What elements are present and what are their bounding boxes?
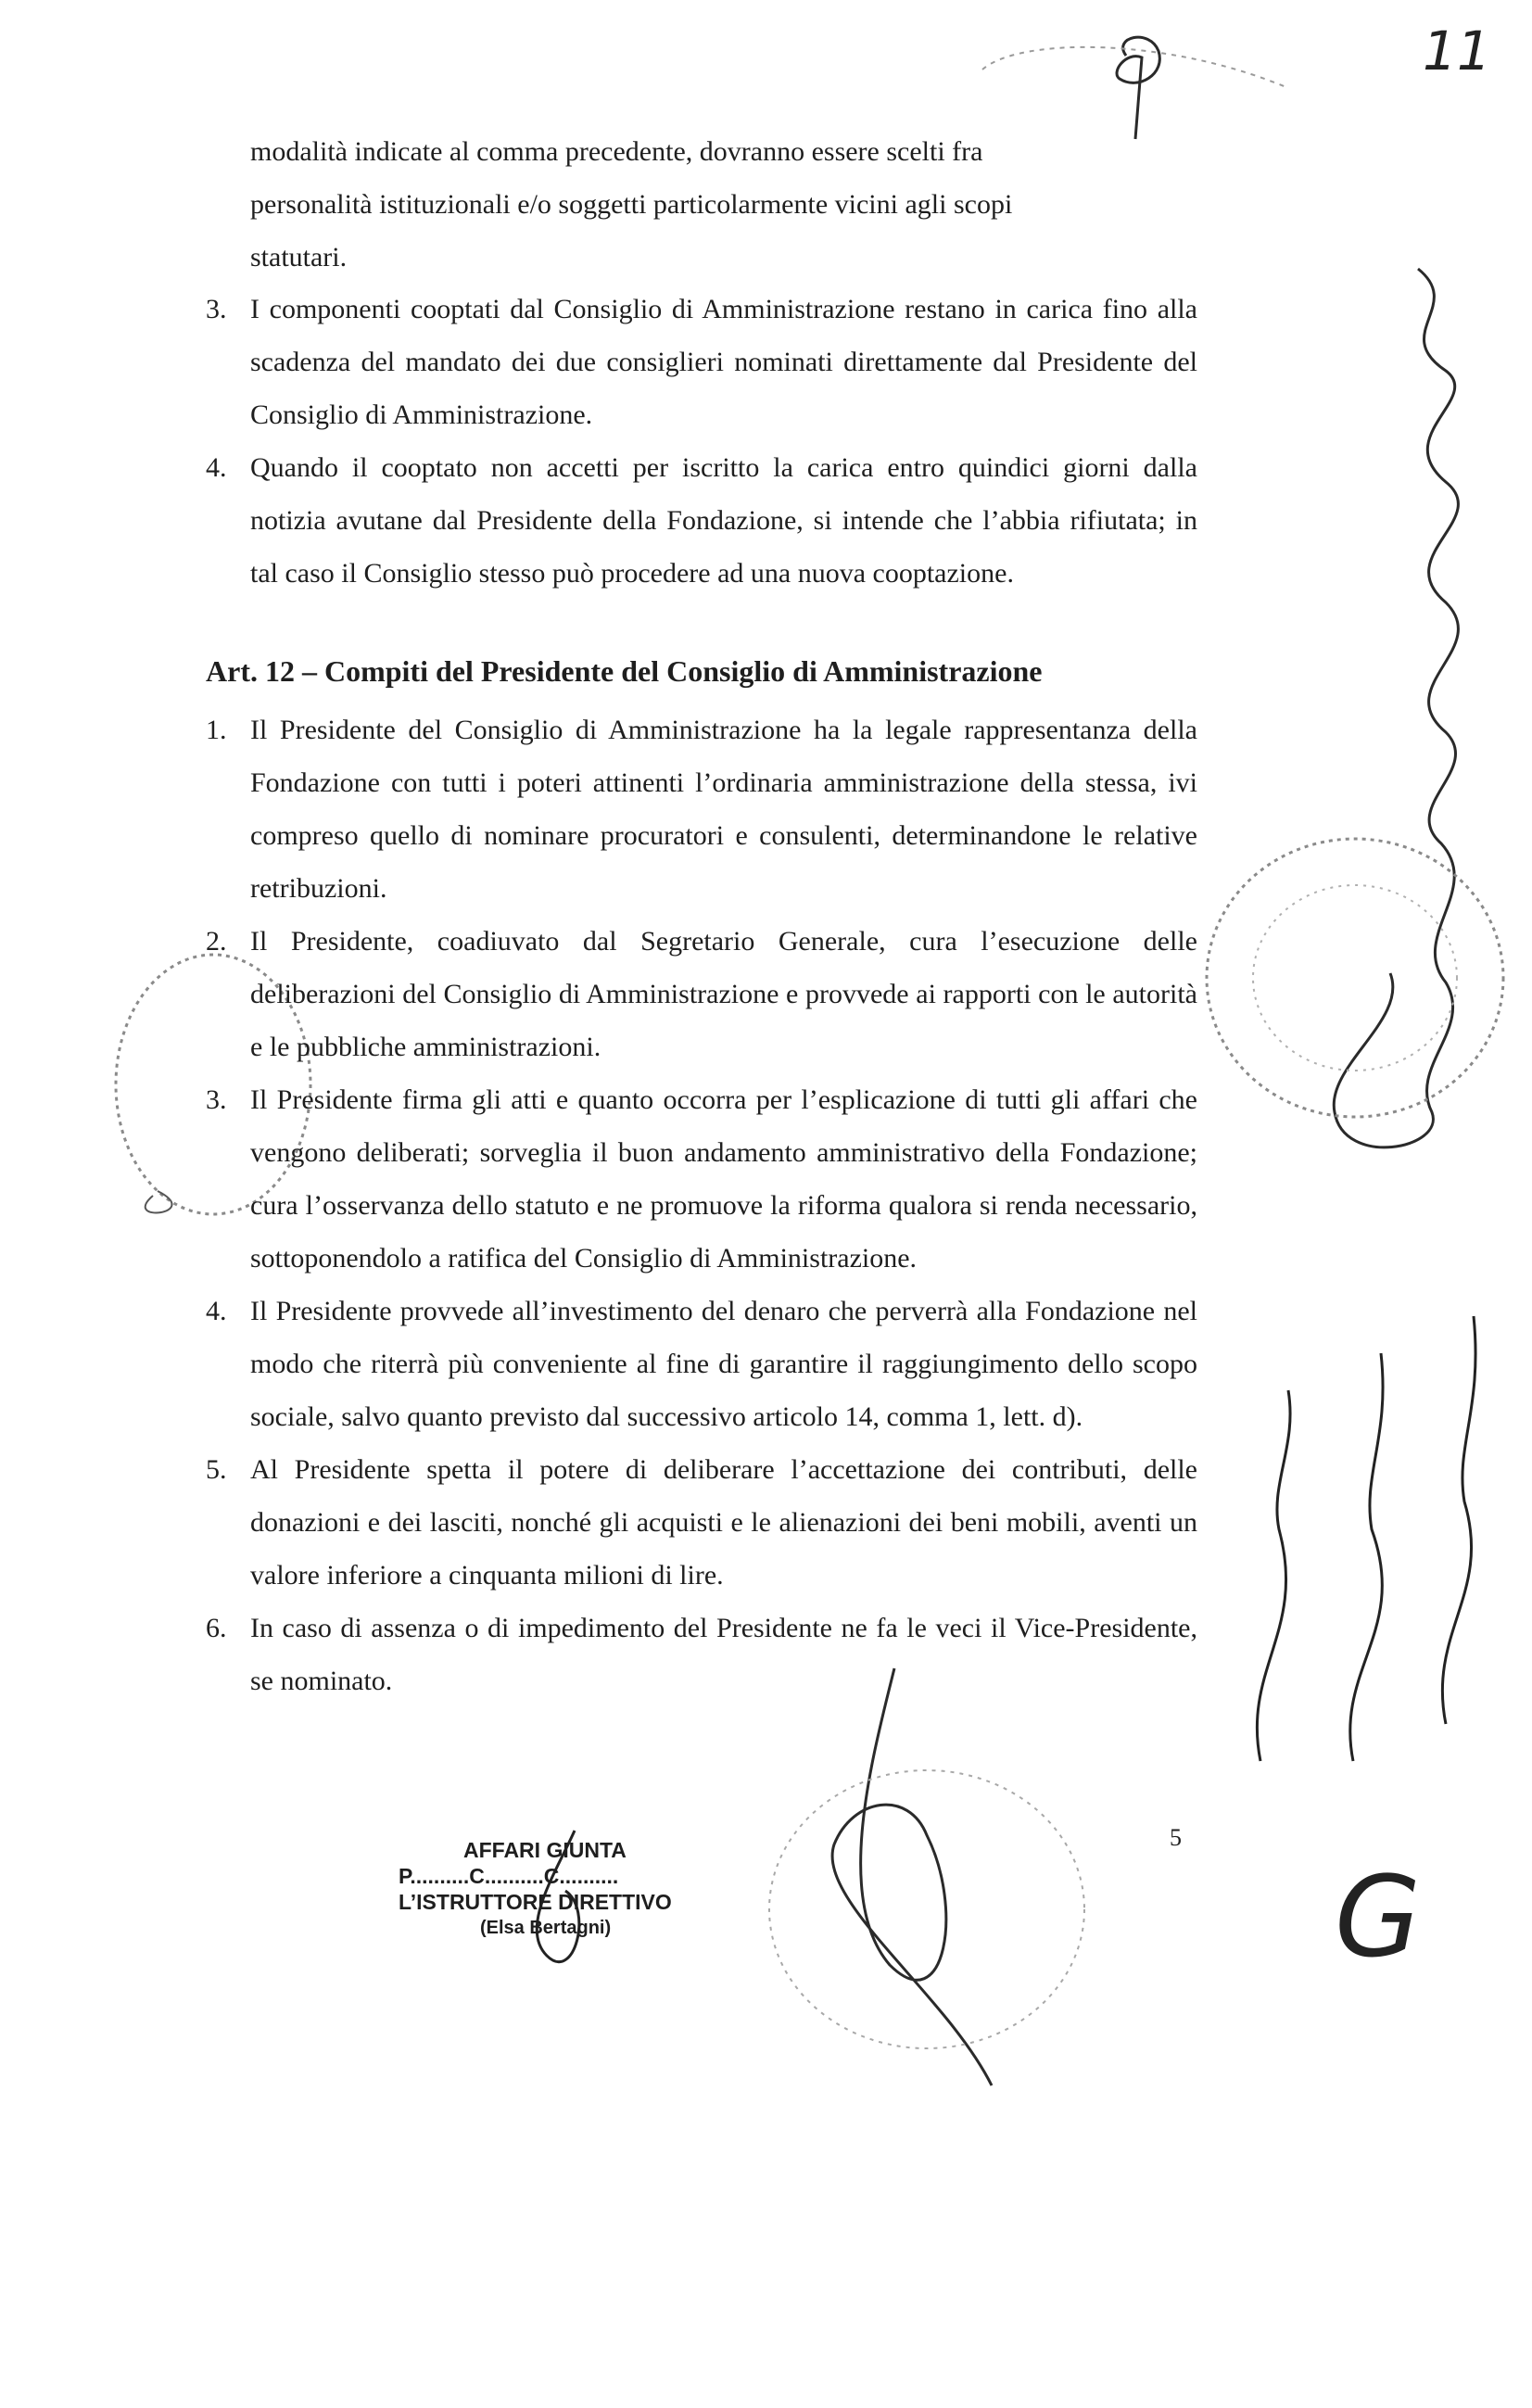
stamp-line: L’ISTRUTTORE DIRETTIVO <box>399 1890 672 1914</box>
stamp-line: AFFARI GIUNTA <box>463 1838 627 1862</box>
intro-line: personalità istituzionali e/o soggetti particolarmente vicini agli scopi <box>250 189 1013 220</box>
margin-note-3 <box>1442 1316 1475 1724</box>
bottom-signature <box>832 1668 992 2085</box>
clause-item <box>206 441 1197 600</box>
clause-item <box>206 1285 1197 1443</box>
corner-mark: 11 <box>1423 19 1491 82</box>
margin-note-2 <box>1350 1353 1383 1761</box>
clauses-before <box>206 283 1197 600</box>
clause-number: 3. <box>206 294 227 324</box>
clause-text: Al Presidente spetta il potere di deliberare l’accettazione dei contributi, delle donazioni e dei lasciti, nonché gli acquisti e le alienazioni dei beni mobili, aventi un valore inferiore a cinquanta milioni di lire. <box>250 1454 1197 1591</box>
clauses-article-12 <box>206 703 1197 1707</box>
clause-number: 6. <box>206 1613 227 1643</box>
clause-text: Il Presidente provvede all’investimento del denaro che perverrà alla Fondazione nel modo che riterrà più conveniente al fine di garantire il raggiungimento dello scopo sociale, salvo quanto previsto dal successivo articolo 14, comma 1, lett. d). <box>250 1296 1197 1432</box>
clause-text: Il Presidente, coadiuvato dal Segretario Generale, cura l’esecuzione delle deliberazioni del Consiglio di Amministrazione e provvede ai rapporti con le autorità e le pubbliche amministrazioni. <box>250 926 1197 1062</box>
clause-item <box>206 703 1197 915</box>
clause-text: Quando il cooptato non accetti per iscritto la carica entro quindici giorni dalla notizia avutane dal Presidente della Fondazione, si intende che l’abbia rifiutata; in tal caso il Consiglio stesso può procedere ad una nuova cooptazione. <box>250 452 1197 589</box>
office-stamp <box>399 1837 714 1941</box>
clause-number: 3. <box>206 1084 227 1115</box>
clause-text: In caso di assenza o di impedimento del Presidente ne fa le veci il Vice-Presidente, se nominato. <box>250 1613 1197 1696</box>
right-circular-stamp <box>1207 839 1503 1117</box>
margin-mark: G <box>1335 1854 1421 1983</box>
clause-number: 5. <box>206 1454 227 1485</box>
clause-item <box>206 1073 1197 1285</box>
page-number: 5 <box>1170 1824 1182 1851</box>
intro-line: modalità indicate al comma precedente, dovranno essere scelti fra <box>250 136 983 167</box>
article-heading: Art. 12 – Compiti del Presidente del Consiglio di Amministrazione <box>206 654 1043 688</box>
clause-text: I componenti cooptati dal Consiglio di Amministrazione restano in carica fino alla scadenza del mandato dei due consiglieri nominati direttamente dal Presidente del Consiglio di Amministrazione. <box>250 294 1197 430</box>
stamp-line: (Elsa Bertagni) <box>480 1918 612 1938</box>
clause-text: Il Presidente del Consiglio di Amministrazione ha la legale rappresentanza della Fondazione con tutti i poteri attinenti l’ordinaria amministrazione della stessa, ivi compreso quello di nominare procuratori e consulenti, determinandone le relative retribuzioni. <box>250 715 1197 904</box>
bottom-stamp <box>769 1770 1084 2048</box>
stamp-line: P..........C..........C.......... <box>399 1864 619 1888</box>
intro-paragraph <box>250 125 1197 284</box>
margin-note-1 <box>1257 1390 1290 1761</box>
clause-number: 4. <box>206 452 227 483</box>
clause-item <box>206 1602 1197 1707</box>
clause-number: 1. <box>206 715 227 745</box>
clause-item <box>206 915 1197 1073</box>
clause-number: 2. <box>206 926 227 957</box>
clause-item <box>206 1443 1197 1602</box>
clause-number: 4. <box>206 1296 227 1326</box>
intro-line: statutari. <box>250 242 348 272</box>
clause-text: Il Presidente firma gli atti e quanto occorra per l’esplicazione di tutti gli affari che vengono deliberati; sorveglia il buon andamento amministrativo della Fondazione; cura l’osservanza dello statuto e ne promuove la riforma qualora si renda necessario, sottoponendolo a ratifica del Consiglio di Amministrazione. <box>250 1084 1197 1274</box>
right-margin-signature <box>1334 269 1458 1147</box>
clause-item <box>206 283 1197 441</box>
